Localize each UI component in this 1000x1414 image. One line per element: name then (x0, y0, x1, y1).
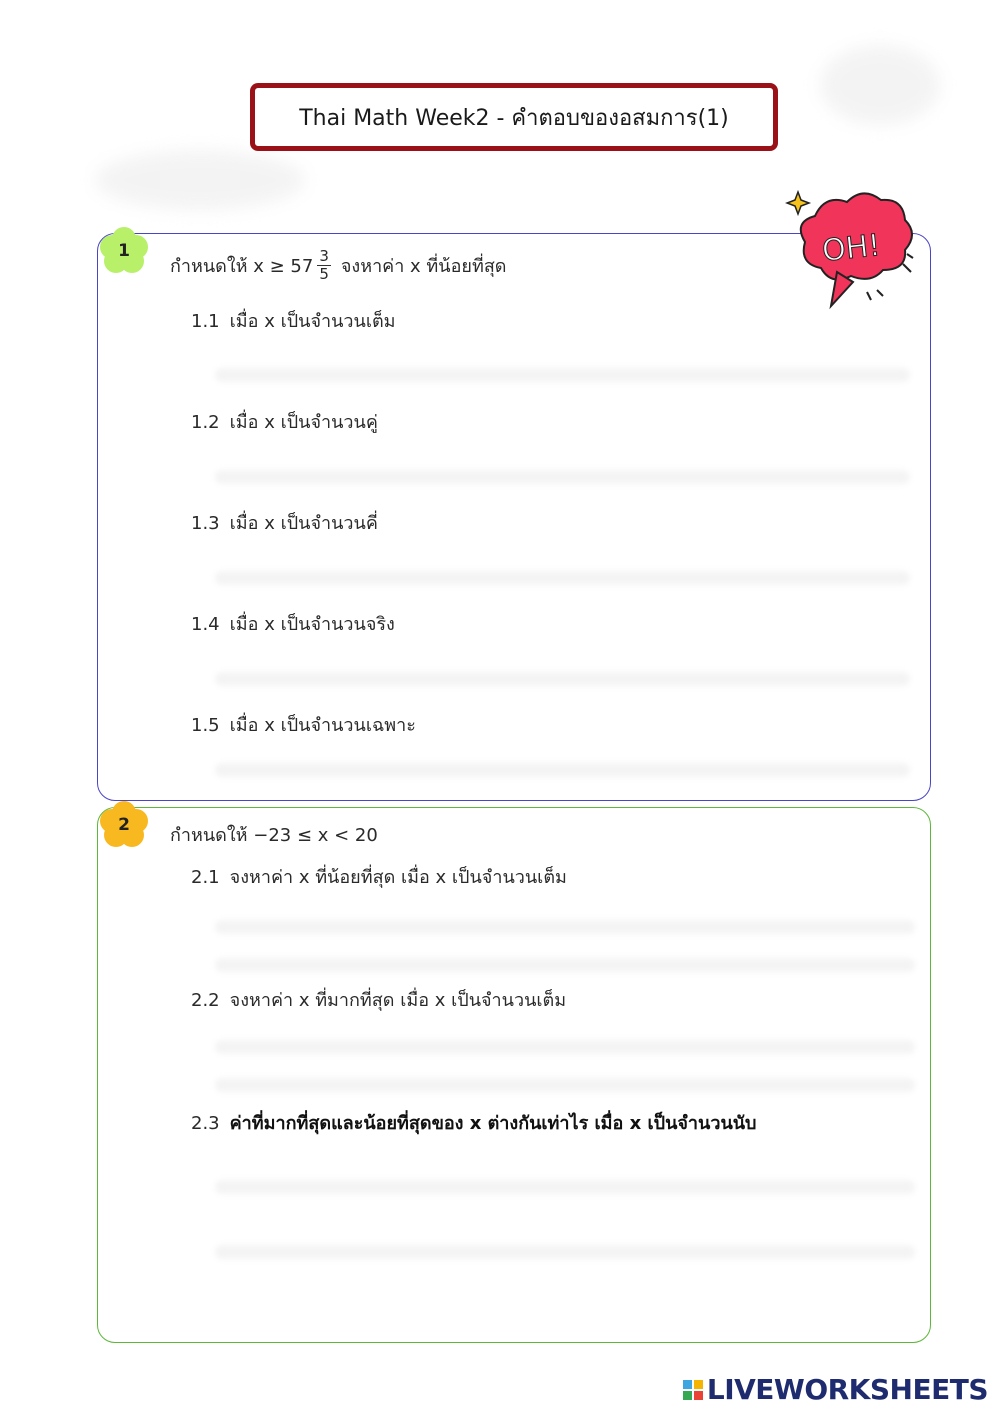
question-number: 1 (118, 241, 130, 261)
sub-question-number: 2.3 (191, 1113, 220, 1134)
sub-question-text: เมื่อ x เป็นจำนวนเฉพาะ (229, 715, 416, 736)
sub-question-number: 1.3 (191, 513, 220, 534)
answer-field[interactable] (215, 1245, 915, 1259)
fraction-numerator: 3 (319, 246, 329, 265)
answer-field[interactable] (215, 763, 910, 777)
sub-question-2-2 (191, 985, 566, 1014)
sub-question-1-4 (191, 609, 395, 638)
sticker-text: OH! (820, 228, 883, 269)
sub-question-text: จงหาค่า x ที่น้อยที่สุด เมื่อ x เป็นจำนวนเต็ม (229, 867, 567, 888)
prompt-text: กำหนดให้ −23 ≤ x < 20 (170, 825, 378, 846)
sub-question-2-3 (191, 1108, 756, 1137)
answer-field[interactable] (215, 1040, 915, 1054)
answer-field[interactable] (215, 571, 910, 585)
sub-question-number: 1.1 (191, 311, 220, 332)
sub-question-number: 1.5 (191, 715, 220, 736)
fraction-denominator: 5 (319, 264, 329, 283)
page-title-box (250, 83, 778, 151)
sub-question-text: เมื่อ x เป็นจำนวนเต็ม (229, 311, 396, 332)
sub-question-number: 1.4 (191, 614, 220, 635)
sub-question-number: 1.2 (191, 412, 220, 433)
liveworksheets-logo-icon (683, 1380, 703, 1400)
sub-question-text: ค่าที่มากที่สุดและน้อยที่สุดของ x ต่างกันเท่าไร เมื่อ x เป็นจำนวนนับ (229, 1113, 757, 1134)
sub-question-1-1 (191, 306, 396, 335)
question-number: 2 (118, 815, 130, 835)
sub-question-1-3 (191, 508, 378, 537)
sub-question-number: 2.2 (191, 990, 220, 1011)
answer-field[interactable] (215, 1078, 915, 1092)
answer-field[interactable] (215, 920, 915, 934)
sub-question-text: เมื่อ x เป็นจำนวนคี่ (229, 513, 378, 534)
sub-question-number: 2.1 (191, 867, 220, 888)
answer-field[interactable] (215, 470, 910, 484)
answer-field[interactable] (215, 368, 910, 382)
brand-name: LIVEWORKSHEETS (706, 1373, 988, 1406)
page-title: Thai Math Week2 - คำตอบของอสมการ(1) (299, 105, 729, 131)
question-badge-1 (98, 225, 150, 277)
sub-question-text: เมื่อ x เป็นจำนวนคู่ (229, 412, 378, 433)
background-smudge (95, 150, 305, 210)
prompt-text: กำหนดให้ x ≥ 57 (170, 255, 314, 277)
sub-question-text: จงหาค่า x ที่มากที่สุด เมื่อ x เป็นจำนวนเต็ม (229, 990, 567, 1011)
liveworksheets-logo (683, 1373, 988, 1406)
mixed-fraction (317, 248, 331, 283)
question-prompt-2 (170, 820, 378, 849)
question-badge-2 (98, 799, 150, 851)
answer-field[interactable] (215, 1180, 915, 1194)
prompt-text: จงหาค่า x ที่น้อยที่สุด (340, 255, 507, 277)
sub-question-1-2 (191, 407, 378, 436)
sub-question-1-5 (191, 710, 416, 739)
sub-question-2-1 (191, 862, 567, 891)
answer-field[interactable] (215, 958, 915, 972)
sub-question-text: เมื่อ x เป็นจำนวนจริง (229, 614, 395, 635)
background-smudge (820, 45, 940, 125)
question-prompt-1 (170, 243, 507, 287)
answer-field[interactable] (215, 672, 910, 686)
oh-speech-bubble-icon (785, 186, 915, 316)
